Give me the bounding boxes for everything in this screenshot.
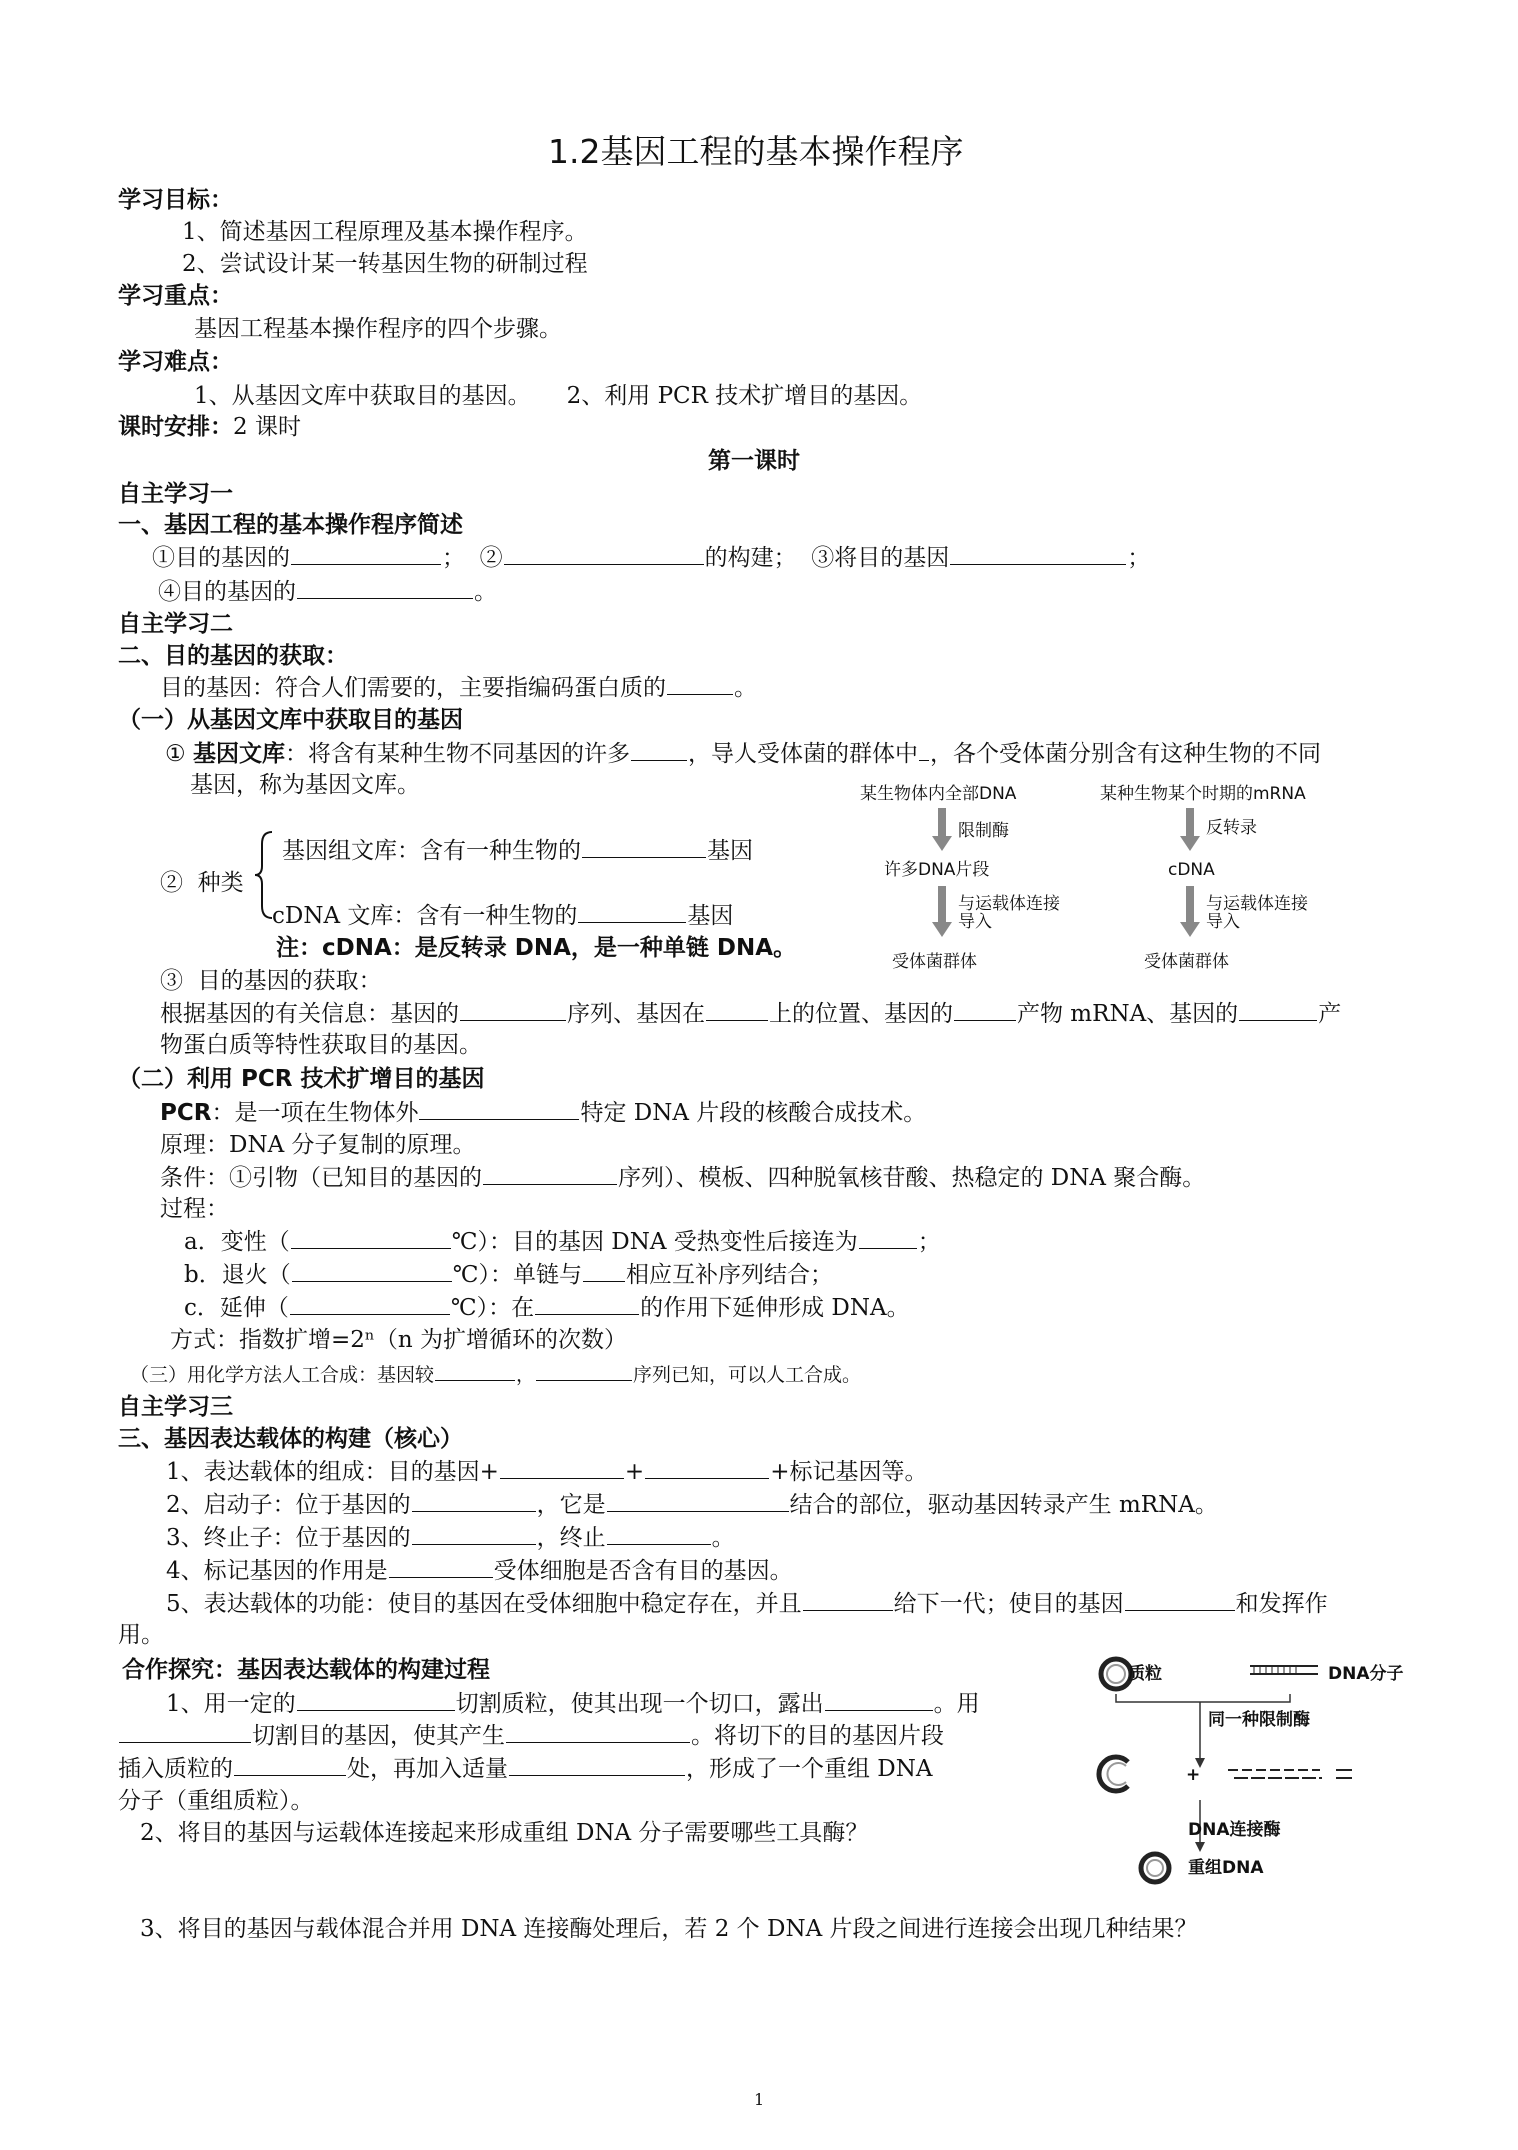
blank[interactable] <box>1125 1588 1235 1611</box>
s3-item-1 <box>166 1456 927 1487</box>
pcr-step-a <box>184 1226 941 1257</box>
coop-q1-line4: 分子（重组质粒）。 <box>118 1788 314 1814</box>
flow-right-top: 某种生物某个时期的mRNA <box>1100 784 1306 804</box>
s2-text: c．延伸（ <box>184 1295 289 1321</box>
difficulty-1: 1、从基因文库中获取目的基因。 <box>194 383 531 409</box>
s2-text: ：将含有某种生物不同基因的许多 <box>284 741 630 767</box>
s2-text: 基因 <box>687 903 734 929</box>
coop-text: ，形成了一个重组 DNA <box>686 1756 933 1782</box>
s2-text: 的作用下延伸形成 DNA。 <box>640 1295 910 1321</box>
s2-text: 上的位置、基因的 <box>769 1001 953 1027</box>
coop-text: 切割质粒，使其出现一个切口，露出 <box>455 1691 824 1717</box>
s3-heading: 自主学习三 <box>118 1394 233 1420</box>
difficulty-heading: 学习难点： <box>118 349 233 375</box>
blank[interactable] <box>506 1720 690 1743</box>
ligase-label: DNA连接酶 <box>1188 1820 1281 1840</box>
goal-1: 1、简述基因工程原理及基本操作程序。 <box>182 219 588 245</box>
blank[interactable] <box>460 998 566 1021</box>
pcr-principle: 原理：DNA 分子复制的原理。 <box>160 1132 476 1158</box>
library-term: 基因文库 <box>192 741 285 767</box>
pcr-line <box>160 1097 926 1128</box>
blank[interactable] <box>859 1226 917 1249</box>
flow-left-enzyme: 限制酶 <box>958 821 1009 841</box>
get-heading: ③ 目的基因的获取： <box>160 968 382 994</box>
focus-body: 基因工程基本操作程序的四个步骤。 <box>194 316 562 342</box>
s3-item-3 <box>166 1522 735 1553</box>
difficulty-line <box>194 381 922 411</box>
s2-text: ， <box>516 1364 536 1386</box>
plasmid-ring-icon <box>1101 1659 1131 1689</box>
s2-text: a．变性（ <box>184 1229 290 1255</box>
blank[interactable] <box>631 738 687 761</box>
flow-left-bottom: 受体菌群体 <box>892 952 977 972</box>
blank[interactable] <box>583 1259 625 1282</box>
blank[interactable] <box>290 1292 450 1315</box>
blank[interactable] <box>607 1522 711 1545</box>
s2-title: 二、目的基因的获取： <box>118 643 348 669</box>
coop-q2: 2、将目的基因与运载体连接起来形成重组 DNA 分子需要哪些工具酶？ <box>140 1820 869 1846</box>
plus-label: + <box>1186 1765 1201 1785</box>
coop-text: 。将切下的目的基因片段 <box>691 1723 944 1749</box>
focus-heading: 学习重点： <box>118 283 233 309</box>
dna-label: DNA分子 <box>1328 1664 1404 1684</box>
coop-q1-line1 <box>166 1688 980 1719</box>
s1-text: ； ② <box>442 545 503 571</box>
coop-text: 切割目的基因，使其产生 <box>252 1723 505 1749</box>
s3-text: 和发挥作 <box>1235 1591 1328 1617</box>
s3-item-2 <box>166 1489 1218 1520</box>
s2-intro <box>160 672 757 703</box>
s1-title: 一、基因工程的基本操作程序简述 <box>118 512 463 538</box>
s2-text: 目的基因：符合人们需要的，主要指编码蛋白质的 <box>160 675 666 701</box>
pcr-step-b <box>184 1259 833 1290</box>
s2-text: ，导人受体菌的群体中 <box>687 741 918 767</box>
cdna-library <box>272 900 733 931</box>
s2-text: 特定 DNA 片段的核酸合成技术。 <box>580 1100 927 1126</box>
s3-text: 1、表达载体的组成：目的基因+ <box>166 1459 499 1485</box>
s2-text: ，各个受体菌分别含有这种生物的不同 <box>929 741 1321 767</box>
difficulty-2: 2、利用 PCR 技术扩增目的基因。 <box>566 383 923 409</box>
coop-q1-line2 <box>118 1720 944 1751</box>
blank[interactable] <box>535 1292 639 1315</box>
s3-text: 给下一代；使目的基因 <box>893 1591 1124 1617</box>
blank[interactable] <box>536 1362 632 1381</box>
flow-right-bottom: 受体菌群体 <box>1144 952 1229 972</box>
pcr-mode: 方式：指数扩增=2ⁿ（n 为扩增循环的次数） <box>170 1327 627 1353</box>
schedule-line <box>118 412 301 442</box>
dna-fragment-icon <box>1228 1770 1352 1778</box>
coop-q3: 3、将目的基因与载体混合并用 DNA 连接酶处理后，若 2 个 DNA 片段之间进行连接会出现几种结果？ <box>140 1916 1198 1942</box>
s3-item-5-cont: 用。 <box>118 1622 164 1648</box>
blank[interactable] <box>950 542 1126 565</box>
blank[interactable] <box>297 1688 455 1711</box>
s2-text: 产物 mRNA、基因的 <box>1017 1001 1239 1027</box>
s2-text: 基因组文库：含有一种生物的 <box>282 838 581 864</box>
schedule-heading: 课时安排： <box>118 414 233 440</box>
s1-text: ； <box>1127 545 1151 571</box>
genomic-library <box>282 835 753 866</box>
arrow-down-icon <box>930 886 954 938</box>
arrow-down-icon <box>1178 886 1202 938</box>
s2-text: 序列）、模板、四种脱氧核苷酸、热稳定的 DNA 聚合酶。 <box>618 1165 1206 1191</box>
coop-title: 合作探究：基因表达载体的构建过程 <box>122 1657 490 1683</box>
cdna-note: 注：cDNA：是反转录 DNA，是一种单链 DNA。 <box>276 935 797 961</box>
s3-text: +标记基因等。 <box>770 1459 928 1485</box>
get-line-2: 物蛋白质等特性获取目的基因。 <box>160 1032 482 1058</box>
flow-right-enzyme: 反转录 <box>1206 818 1257 838</box>
kind-label: ② 种类 <box>160 870 244 896</box>
blank[interactable] <box>803 1588 893 1611</box>
get-line <box>160 998 1341 1029</box>
s2-text: ℃）：在 <box>450 1295 535 1321</box>
flow-right-import: 导入 <box>1206 912 1240 932</box>
s2-text: ① <box>165 741 186 767</box>
s2-text: b．退火（ <box>184 1262 291 1288</box>
blank[interactable] <box>119 1720 251 1743</box>
blank[interactable] <box>483 1162 617 1185</box>
coop-q1-line3 <box>118 1753 933 1784</box>
s2-text: 条件：①引物（已知目的基因的 <box>160 1165 482 1191</box>
blank[interactable] <box>234 1753 346 1776</box>
blank[interactable] <box>607 1489 789 1512</box>
s2-text: ：是一项在生物体外 <box>211 1100 419 1126</box>
s2-library-line-2: 基因，称为基因文库。 <box>190 772 420 798</box>
blank[interactable] <box>500 1456 624 1479</box>
s1-text: 的构建； ③将目的基因 <box>704 545 950 571</box>
goals-heading: 学习目标： <box>118 187 233 213</box>
s3-item-4 <box>166 1555 793 1586</box>
s1-line-1 <box>152 542 1150 573</box>
s2-library-line <box>165 738 1321 769</box>
s1-heading: 自主学习一 <box>118 481 233 507</box>
s1-text: 。 <box>474 579 497 605</box>
blank[interactable] <box>435 1362 515 1381</box>
coop-text: 处，再加入适量 <box>347 1756 508 1782</box>
s2-text: ℃）：目的基因 DNA 受热变性后接连为 <box>451 1229 858 1255</box>
s2-text: ； <box>917 1229 941 1255</box>
flow-right-link: 与运载体连接 <box>1206 894 1308 914</box>
blank[interactable] <box>291 1226 451 1249</box>
blank[interactable] <box>419 1097 579 1120</box>
schedule-body: 2 课时 <box>233 414 301 440</box>
coop-text: 1、用一定的 <box>166 1691 296 1717</box>
s3-text: 2、启动子：位于基因的 <box>166 1492 411 1518</box>
flow-left-top: 某生物体内全部DNA <box>860 784 1017 804</box>
plasmid-label: 质粒 <box>1128 1664 1162 1684</box>
s3-text: 4、标记基因的作用是 <box>166 1558 388 1584</box>
page-number: 1 <box>754 2090 765 2109</box>
dna-molecule-icon <box>1250 1666 1318 1674</box>
s2-sub2: （二）利用 PCR 技术扩增目的基因 <box>118 1066 485 1092</box>
s3-text: 受体细胞是否含有目的基因。 <box>493 1558 793 1584</box>
s2-text: 相应互补序列结合； <box>625 1262 833 1288</box>
pcr-term: PCR <box>160 1100 212 1126</box>
pcr-condition <box>160 1162 1205 1193</box>
s2-text: 序列、基因在 <box>567 1001 705 1027</box>
blank[interactable] <box>504 542 704 565</box>
blank[interactable] <box>389 1555 493 1578</box>
flow-right-mid: cDNA <box>1168 860 1215 880</box>
blank[interactable] <box>412 1489 536 1512</box>
blank[interactable] <box>667 672 733 695</box>
blank[interactable] <box>825 1688 933 1711</box>
flow-left-link: 与运载体连接 <box>958 894 1060 914</box>
pcr-process: 过程： <box>160 1196 229 1222</box>
arrow-down-icon <box>930 808 954 852</box>
same-enzyme-label: 同一种限制酶 <box>1208 1710 1310 1730</box>
s2-text: 根据基因的有关信息：基因的 <box>160 1001 459 1027</box>
blank[interactable] <box>706 998 768 1021</box>
blank[interactable] <box>292 1259 452 1282</box>
lesson-heading: 第一课时 <box>708 448 800 474</box>
s3-text: 结合的部位，驱动基因转录产生 mRNA。 <box>789 1492 1218 1518</box>
blank[interactable] <box>297 576 473 599</box>
s1-text: ①目的基因的 <box>152 545 290 571</box>
s2-text: cDNA 文库：含有一种生物的 <box>272 903 578 929</box>
blank[interactable] <box>1239 998 1317 1021</box>
recombinant-label: 重组DNA <box>1188 1858 1264 1878</box>
s2-text: 产 <box>1318 1001 1342 1027</box>
flow-left-import: 导入 <box>958 912 992 932</box>
plasmid-figure <box>1090 1650 1450 1890</box>
blank[interactable] <box>291 542 441 565</box>
arrow-down-icon <box>1178 808 1202 852</box>
s3-text: 3、终止子：位于基因的 <box>166 1525 411 1551</box>
s2-text: （三）用化学方法人工合成：基因较 <box>130 1364 435 1386</box>
blank[interactable] <box>582 835 706 858</box>
pcr-step-c <box>184 1292 910 1323</box>
s3-text: 。 <box>711 1525 735 1551</box>
s3-text: ，终止 <box>536 1525 606 1551</box>
s2-sub1: （一）从基因文库中获取目的基因 <box>118 707 463 733</box>
s2-text: 基因 <box>707 838 753 864</box>
s3-title: 三、基因表达载体的构建（核心） <box>118 1426 463 1452</box>
s3-text: ，它是 <box>536 1492 606 1518</box>
s1-line-2 <box>158 576 497 607</box>
s1-text: ④目的基因的 <box>158 579 296 605</box>
blank[interactable] <box>412 1522 536 1545</box>
s2-sub3 <box>130 1360 861 1390</box>
s3-text: 5、表达载体的功能：使目的基因在受体细胞中稳定存在，并且 <box>166 1591 802 1617</box>
blank[interactable] <box>954 998 1016 1021</box>
blank[interactable] <box>509 1753 685 1776</box>
goal-2: 2、尝试设计某一转基因生物的研制过程 <box>182 251 588 277</box>
flow-left-mid: 许多DNA片段 <box>884 860 990 880</box>
blank[interactable] <box>919 738 929 761</box>
s2-text: ℃）：单链与 <box>452 1262 582 1288</box>
s2-text: 。 <box>734 675 757 701</box>
s2-text: 序列已知，可以人工合成。 <box>633 1364 862 1386</box>
blank[interactable] <box>578 900 686 923</box>
recombinant-dna-icon <box>1141 1854 1169 1882</box>
page-title: 1.2基因工程的基本操作程序 <box>548 132 964 171</box>
coop-text: 插入质粒的 <box>118 1756 233 1782</box>
cut-plasmid-icon <box>1099 1757 1128 1791</box>
s3-item-5 <box>166 1588 1328 1619</box>
s3-text: + <box>624 1459 645 1485</box>
coop-text: 。用 <box>933 1691 980 1717</box>
s2-heading: 自主学习二 <box>118 611 233 637</box>
blank[interactable] <box>645 1456 769 1479</box>
